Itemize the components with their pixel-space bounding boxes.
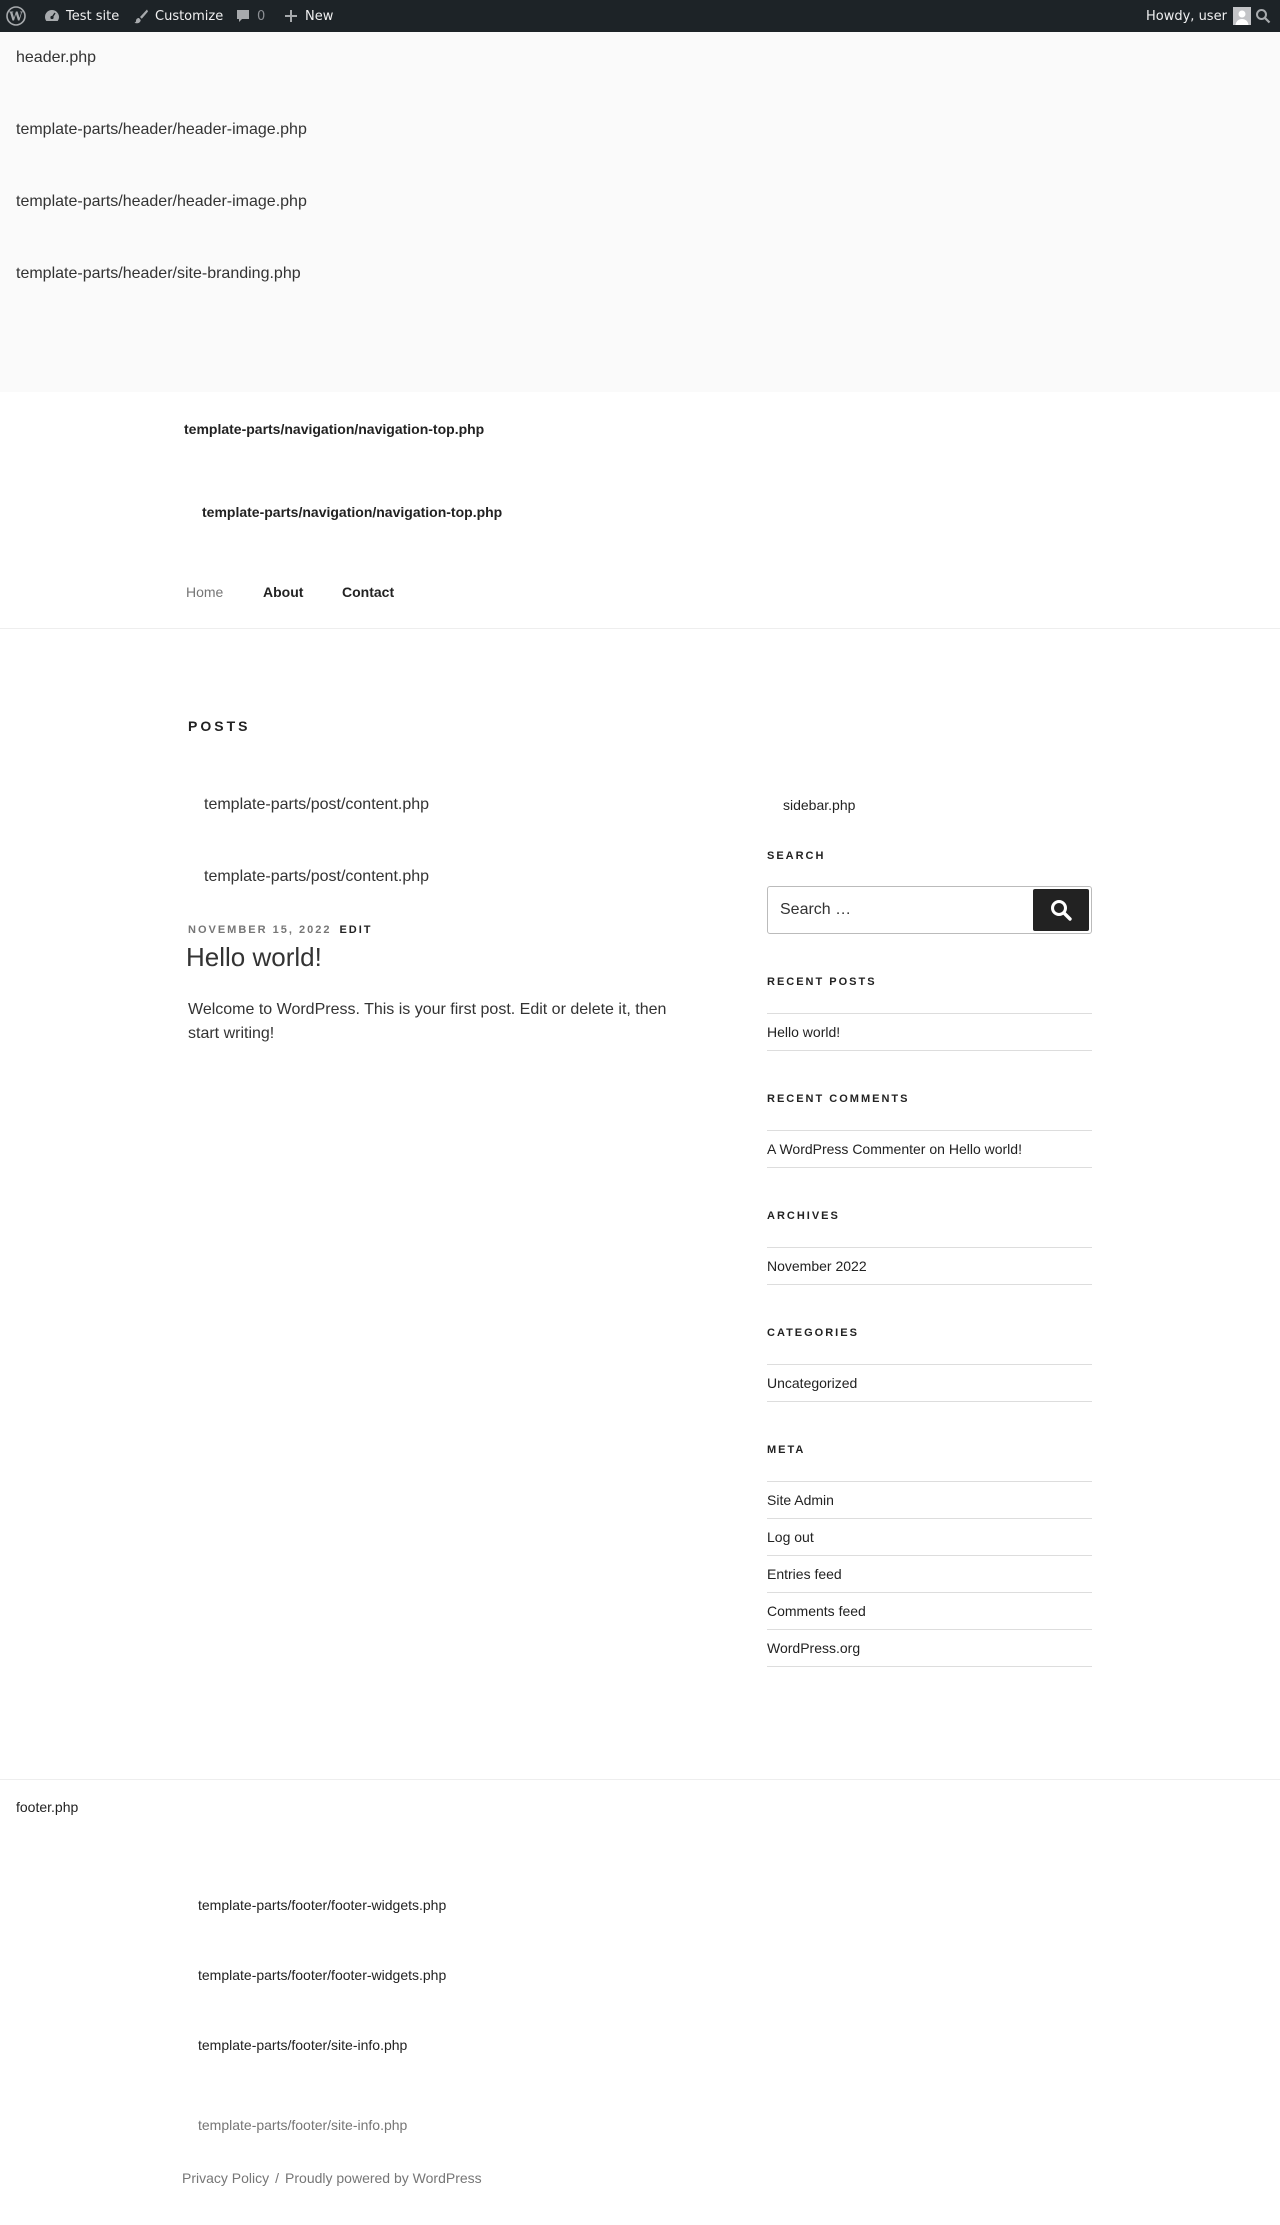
powered-by-link[interactable]: Proudly powered by WordPress: [285, 2170, 482, 2186]
navigation-area: [0, 392, 1280, 629]
nav-item-home[interactable]: Home: [186, 584, 224, 600]
list-item[interactable]: [767, 1014, 1092, 1051]
widget-title-categories: CATEGORIES: [767, 1327, 859, 1339]
site-footer: [0, 1779, 1280, 2225]
template-file-label: template-parts/header/header-image.php: [16, 193, 307, 210]
widget-title-recent-comments: RECENT COMMENTS: [767, 1093, 910, 1105]
meta-link-entries-feed[interactable]: Entries feed: [767, 1566, 842, 1582]
meta-link-site-admin[interactable]: Site Admin: [767, 1492, 834, 1508]
plus-icon: [283, 8, 299, 24]
comment-post-link[interactable]: Hello world!: [948, 1141, 1022, 1157]
footer-separator: /: [275, 2170, 280, 2186]
list-item[interactable]: [767, 1248, 1092, 1285]
list-item[interactable]: [767, 1556, 1092, 1593]
page-title: POSTS: [188, 718, 251, 734]
site-info: [182, 2170, 482, 2186]
template-file-label: template-parts/footer/footer-widgets.php: [198, 1967, 447, 1983]
new-label: New: [305, 8, 334, 24]
template-file-label: template-parts/footer/site-info.php: [198, 2117, 408, 2133]
search-icon: [1049, 898, 1073, 922]
widget-title-archives: ARCHIVES: [767, 1210, 840, 1222]
comment-on-label: on: [929, 1141, 945, 1157]
list-item: [767, 1131, 1092, 1168]
template-file-label: template-parts/navigation/navigation-top.php: [184, 421, 485, 437]
archive-link[interactable]: November 2022: [767, 1258, 867, 1274]
nav-item-about[interactable]: About: [263, 584, 304, 600]
meta-link-wordpress-org[interactable]: WordPress.org: [767, 1640, 861, 1656]
template-file-label: template-parts/header/site-branding.php: [16, 265, 301, 282]
howdy-label: Howdy, user: [1146, 8, 1227, 24]
new-content-menu[interactable]: [283, 0, 333, 32]
search-submit-button[interactable]: [1033, 889, 1089, 931]
categories-list: [767, 1364, 1092, 1402]
search-form: [767, 886, 1092, 934]
admin-bar: [0, 0, 1280, 32]
widget-title-meta: META: [767, 1444, 806, 1456]
widget-title-search: SEARCH: [767, 850, 826, 862]
category-link[interactable]: Uncategorized: [767, 1375, 858, 1391]
template-file-label: template-parts/header/header-image.php: [16, 121, 307, 138]
site-header: [0, 32, 1280, 392]
comments-menu[interactable]: [235, 0, 265, 32]
template-file-label: footer.php: [16, 1799, 79, 1815]
template-file-label: template-parts/post/content.php: [204, 868, 430, 885]
site-name-menu[interactable]: [44, 0, 119, 32]
meta-list: [767, 1481, 1092, 1667]
post-excerpt: Welcome to WordPress. This is your first post. Edit or delete it, then start writing!: [188, 1001, 667, 1042]
template-file-label: template-parts/footer/footer-widgets.php: [198, 1897, 447, 1913]
search-input[interactable]: [768, 887, 1030, 933]
list-item[interactable]: [767, 1519, 1092, 1556]
template-file-label: template-parts/post/content.php: [204, 796, 430, 813]
customize-label: Customize: [155, 8, 224, 24]
template-file-label: header.php: [16, 49, 97, 66]
comments-count: 0: [257, 8, 266, 24]
account-menu[interactable]: [1146, 0, 1251, 32]
list-item[interactable]: [767, 1482, 1092, 1519]
template-file-label: template-parts/navigation/navigation-top.php: [202, 504, 503, 520]
meta-link-comments-feed[interactable]: Comments feed: [767, 1603, 866, 1619]
recent-post-link[interactable]: Hello world!: [767, 1024, 841, 1040]
template-file-label: template-parts/footer/site-info.php: [198, 2037, 408, 2053]
recent-comments-list: [767, 1130, 1092, 1168]
wordpress-logo-icon[interactable]: [6, 0, 26, 32]
post-title-link[interactable]: Hello world!: [186, 942, 322, 972]
privacy-policy-link[interactable]: Privacy Policy: [182, 2170, 270, 2186]
nav-item-contact[interactable]: Contact: [342, 584, 395, 600]
brush-icon: [133, 8, 149, 24]
list-item[interactable]: [767, 1593, 1092, 1630]
post-edit-link[interactable]: EDIT: [339, 924, 373, 936]
template-file-label: sidebar.php: [783, 797, 856, 813]
svg-text:W: W: [9, 9, 23, 24]
widget-title-recent-posts: RECENT POSTS: [767, 976, 877, 988]
list-item[interactable]: [767, 1630, 1092, 1667]
site-name-label: Test site: [66, 8, 120, 24]
archives-list: [767, 1247, 1092, 1285]
recent-posts-list: [767, 1013, 1092, 1051]
comment-author-link[interactable]: A WordPress Commenter: [767, 1141, 926, 1157]
meta-link-log-out[interactable]: Log out: [767, 1529, 814, 1545]
list-item[interactable]: [767, 1365, 1092, 1402]
customize-menu[interactable]: [133, 0, 223, 32]
admin-search-button[interactable]: [1255, 0, 1271, 32]
comment-icon: [235, 8, 251, 24]
avatar: [1233, 7, 1251, 25]
post-meta: [188, 924, 373, 936]
dashboard-icon: [44, 8, 60, 24]
search-icon: [1255, 8, 1271, 24]
post-date-link[interactable]: NOVEMBER 15, 2022: [188, 924, 332, 936]
